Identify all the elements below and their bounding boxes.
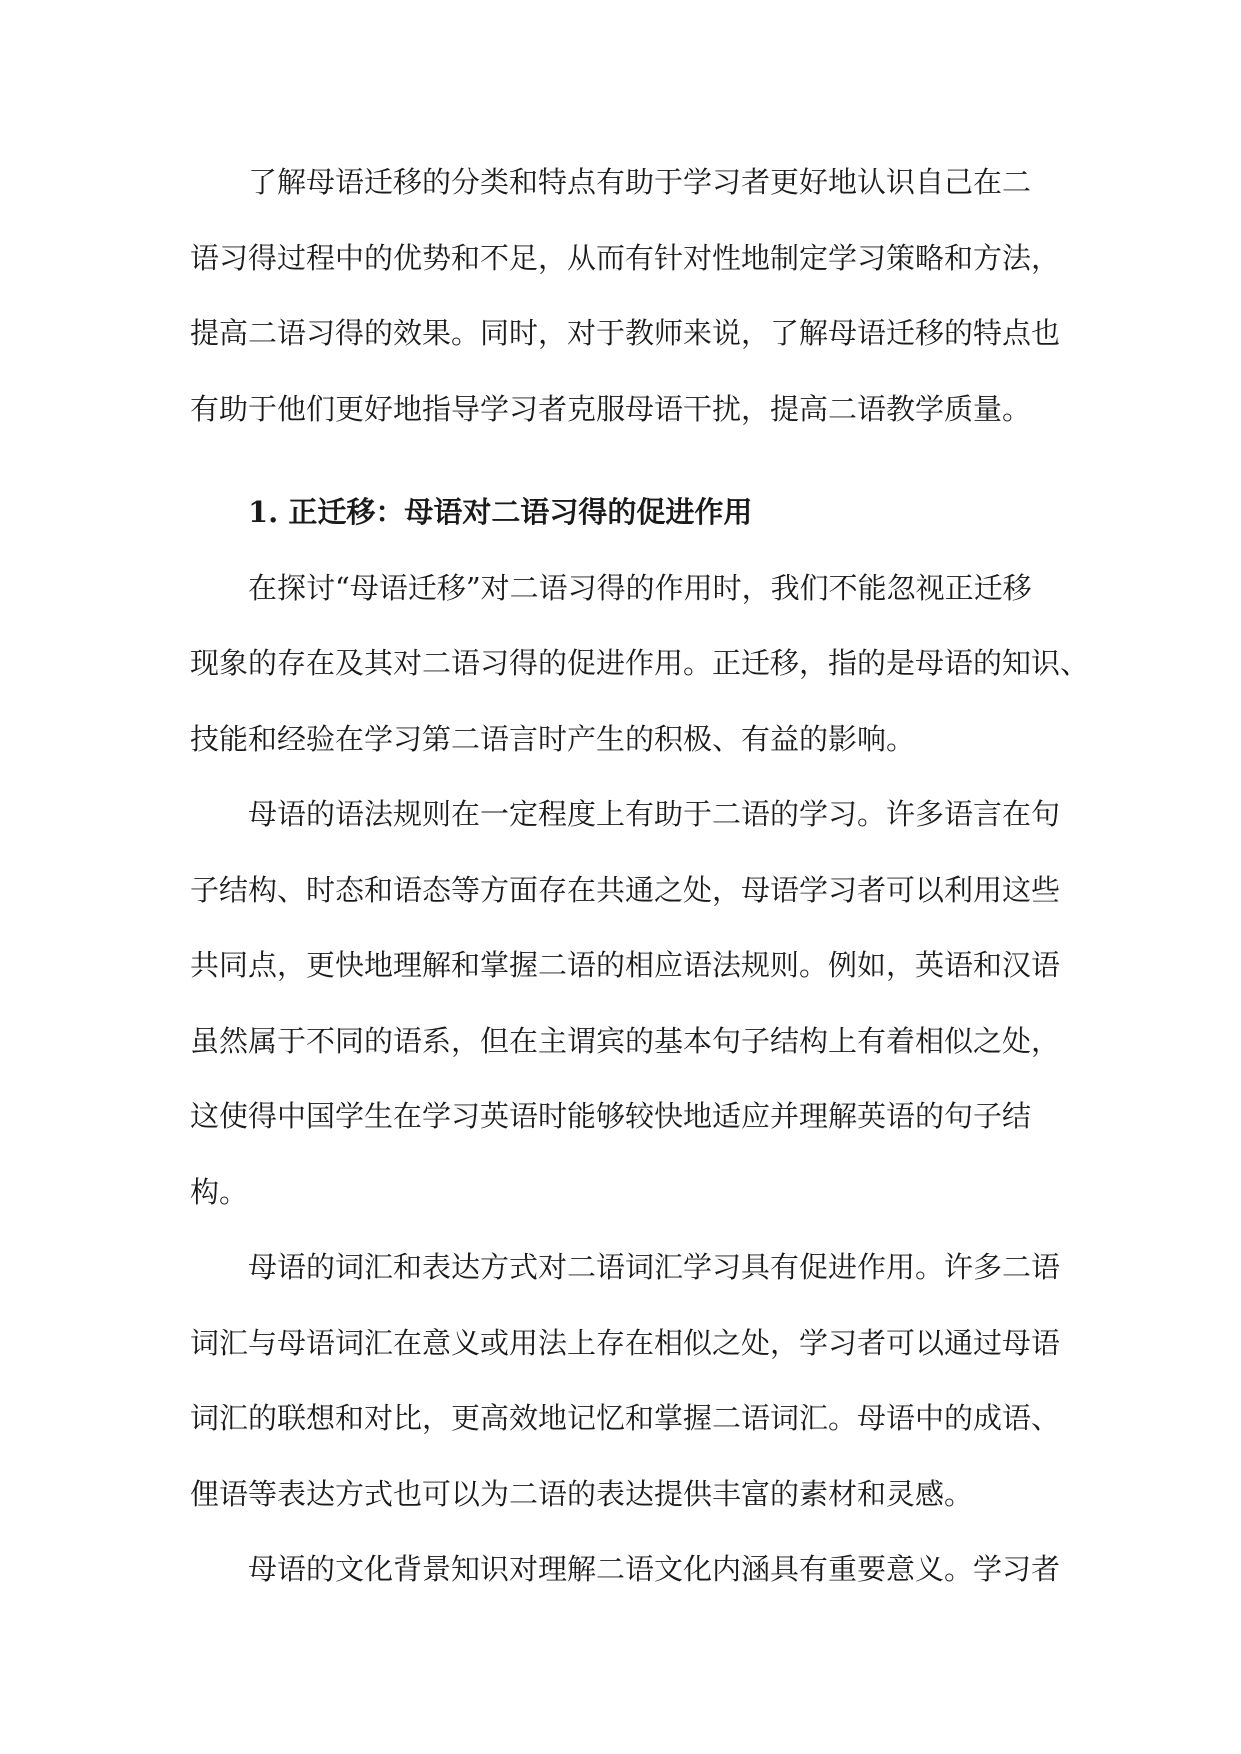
text-line: 虽然属于不同的语系，但在主谓宾的基本句子结构上有着相似之处， (190, 1023, 1061, 1058)
document-body (190, 145, 1090, 1608)
text-line: 共同点，更快地理解和掌握二语的相应语法规则。例如，英语和汉语 (190, 948, 1061, 982)
text-line: 母语的文化背景知识对理解二语文化内涵具有重要意义。学习者 (248, 1552, 1061, 1586)
text-line: 了解母语迁移的分类和特点有助于学习者更好地认识自己在二 (248, 165, 1032, 199)
paragraph-4 (190, 1230, 1060, 1532)
paragraph-3 (190, 777, 1060, 1230)
text-line: 语习得过程中的优势和不足，从而有针对性地制定学习策略和方法， (190, 240, 1061, 275)
text-line: 母语的词汇和表达方式对二语词汇学习具有促进作用。许多二语 (248, 1250, 1061, 1284)
text-line: 俚语等表达方式也可以为二语的表达提供丰富的素材和灵感。 (190, 1476, 974, 1511)
text-line: 技能和经验在学习第二语言时产生的积极、有益的影响。 (190, 721, 916, 756)
text-line: 这使得中国学生在学习英语时能够较快地适应并理解英语的句子结 (190, 1099, 1032, 1133)
text-line: 词汇与母语词汇在意义或用法上存在相似之处，学习者可以通过母语 (190, 1325, 1061, 1360)
text-line: 提高二语习得的效果。同时，对于教师来说，了解母语迁移的特点也 (190, 316, 1061, 350)
paragraph-2 (190, 551, 1090, 778)
text-line: 构。 (190, 1174, 249, 1209)
text-line: 有助于他们更好地指导学习者克服母语干扰，提高二语教学质量。 (190, 391, 1032, 426)
paragraph-5 (190, 1532, 1060, 1608)
section-heading: 1. 正迁移：母语对二语习得的促进作用 (248, 495, 753, 529)
text-line: 在探讨“母语迁移”对二语习得的作用时，我们不能忽视正迁移 (248, 570, 1032, 605)
text-line: 现象的存在及其对二语习得的促进作用。正迁移，指的是母语的知识、 (190, 646, 1090, 680)
paragraph-1 (190, 145, 1060, 447)
text-line: 母语的语法规则在一定程度上有助于二语的学习。许多语言在句 (248, 797, 1061, 831)
text-line: 词汇的联想和对比，更高效地记忆和掌握二语词汇。母语中的成语、 (190, 1401, 1061, 1435)
text-line: 子结构、时态和语态等方面存在共通之处，母语学习者可以利用这些 (190, 872, 1061, 907)
